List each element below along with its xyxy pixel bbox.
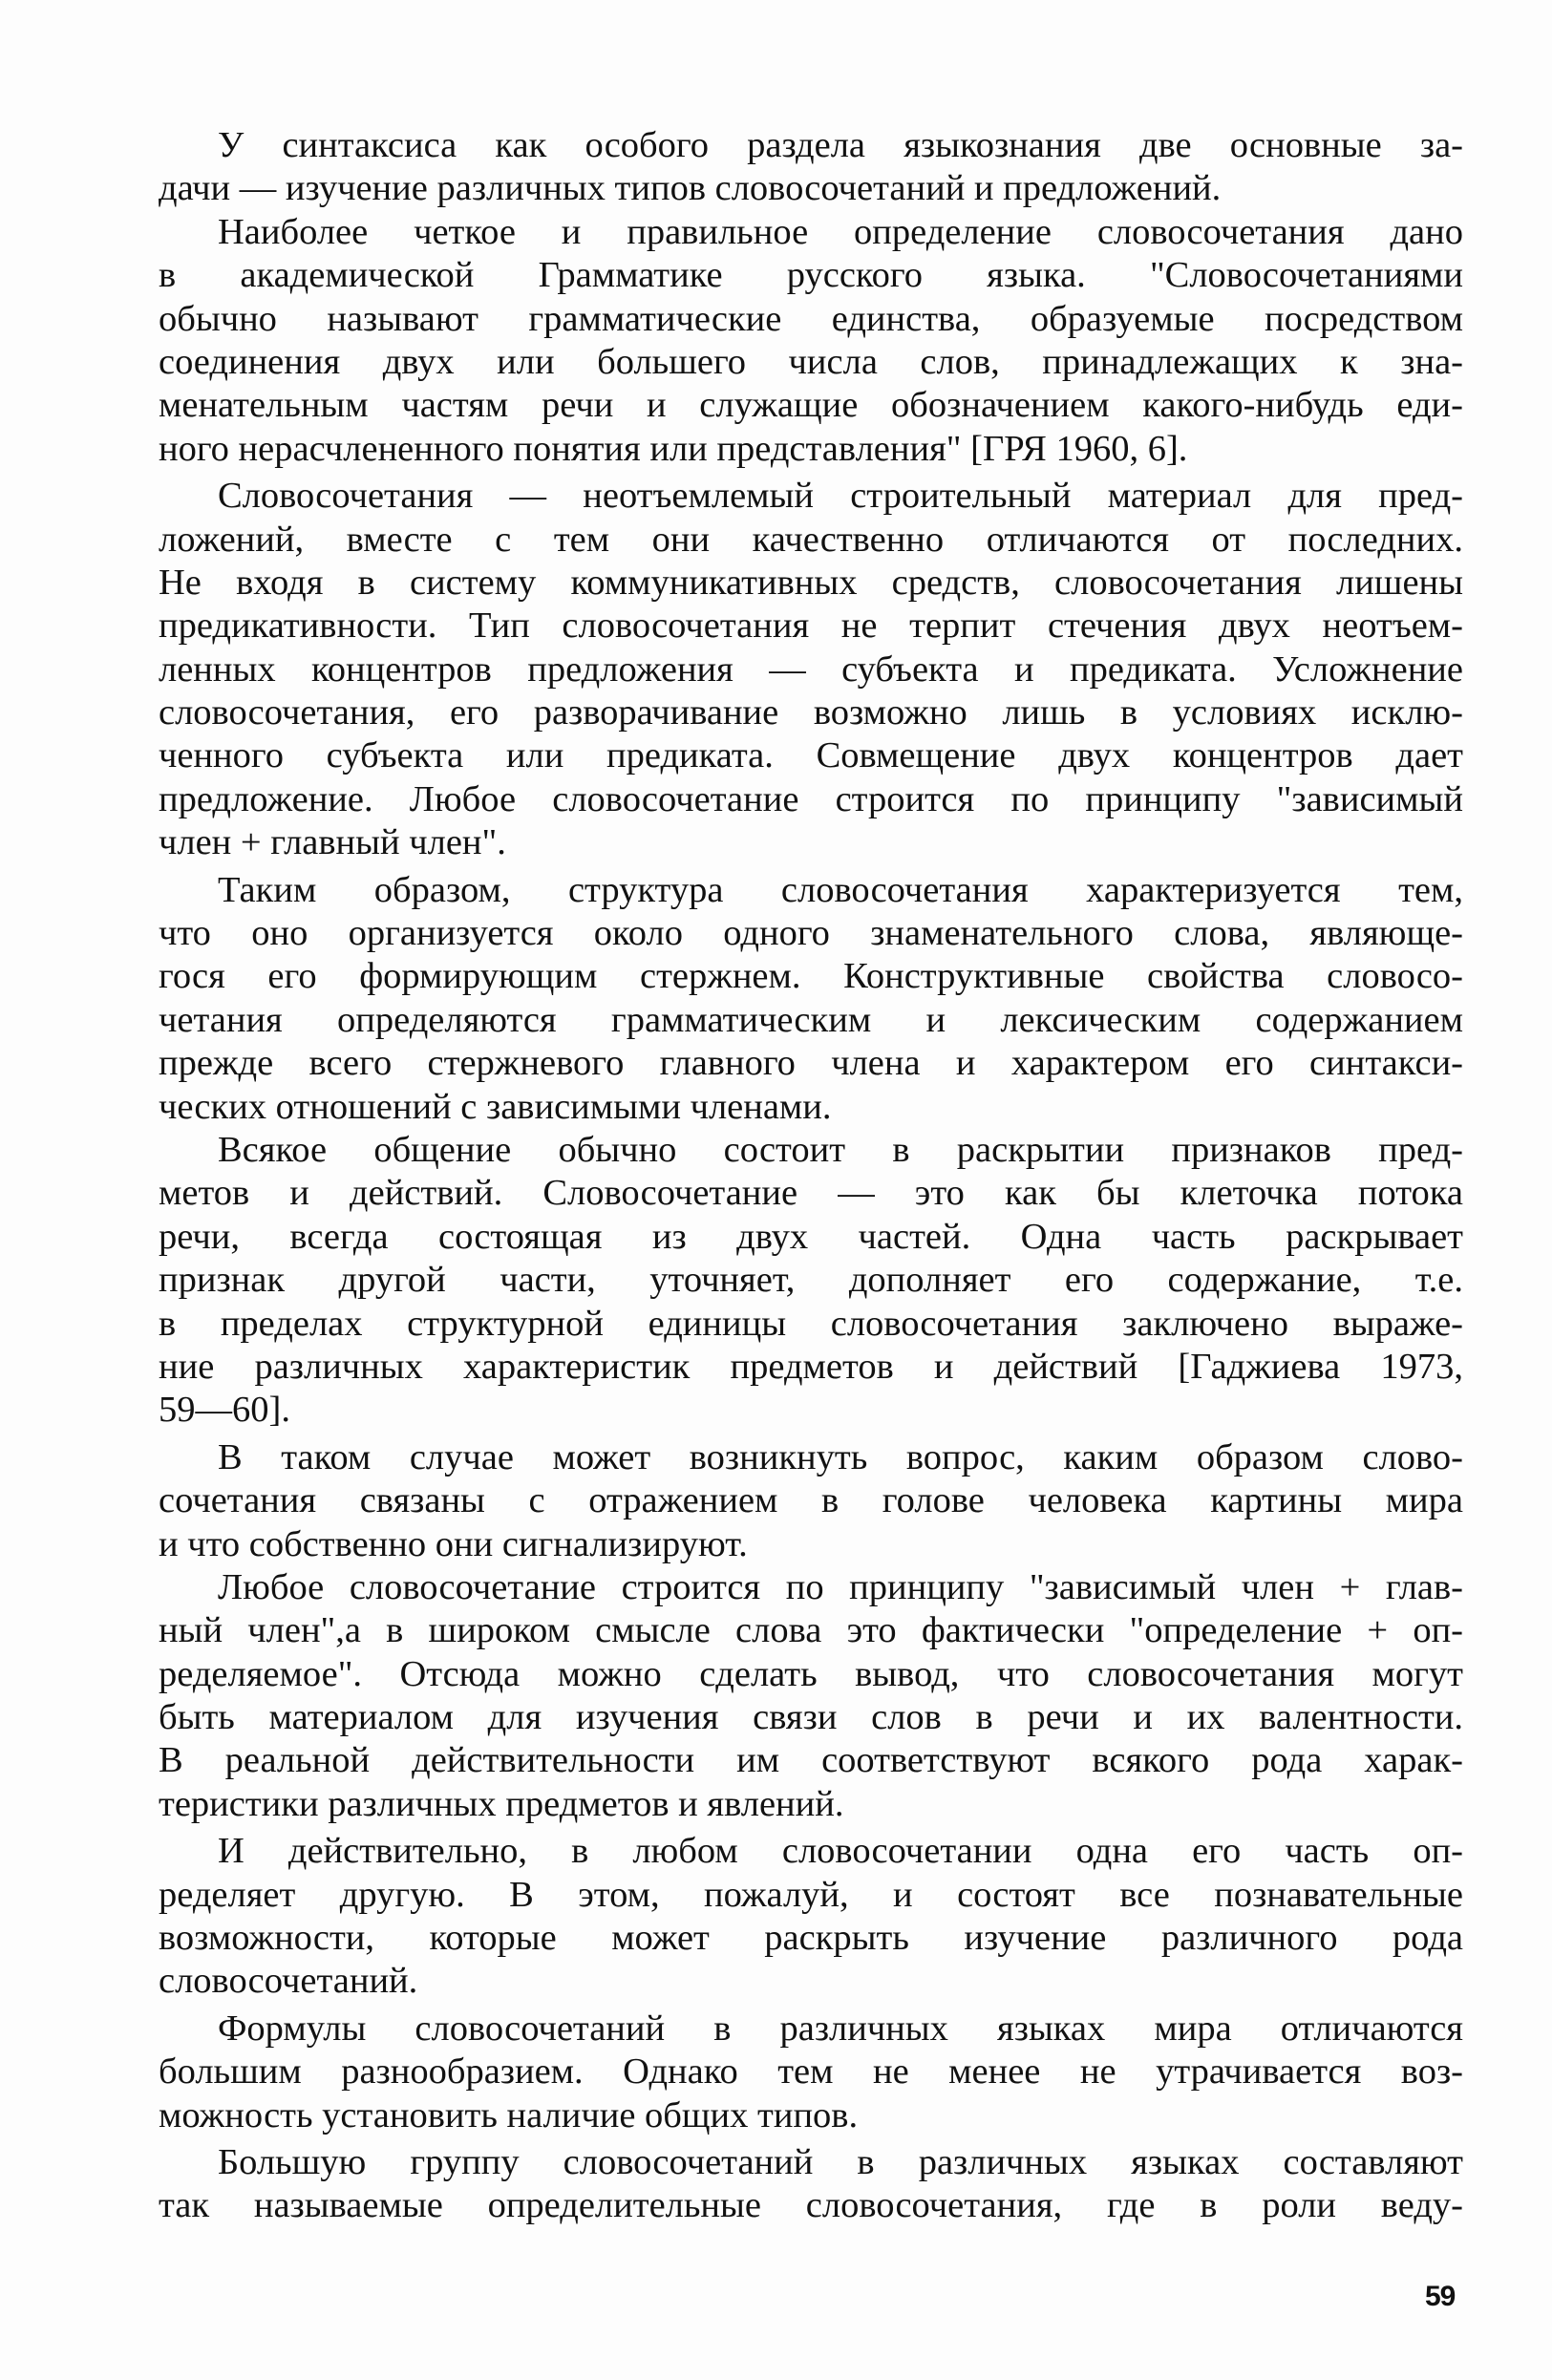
body-text bbox=[159, 124, 1463, 2228]
paragraph bbox=[159, 211, 1463, 471]
paragraph bbox=[159, 869, 1463, 1129]
text-line: Большую группу словосочетаний в различных языках составляют bbox=[218, 2141, 1463, 2182]
text-line: ный член",а в широком смысле слова это фактически "определение + оп- bbox=[159, 1610, 1463, 1651]
text-line: и что собственно они сигнализируют. bbox=[159, 1523, 748, 1564]
paragraph bbox=[159, 124, 1463, 211]
text-line: можность установить наличие общих типов. bbox=[159, 2094, 859, 2136]
text-line: быть материалом для изучения связи слов в речи и их валентности. bbox=[159, 1697, 1463, 1738]
text-line: 59—60]. bbox=[159, 1390, 290, 1431]
text-line: ческих отношений с зависимыми членами. bbox=[159, 1086, 832, 1127]
text-line: У синтаксиса как особого раздела языкознания две основные за- bbox=[218, 125, 1463, 165]
text-line: четания определяются грамматическим и лексическим содержанием bbox=[159, 999, 1463, 1040]
text-line: ние различных характеристик предметов и действий [Гаджиева 1973, bbox=[159, 1346, 1463, 1387]
text-line: сочетания связаны с отражением в голове человека картины мира bbox=[159, 1480, 1463, 1521]
paragraph bbox=[159, 1830, 1463, 2004]
paragraph bbox=[159, 1436, 1463, 1566]
text-line: член + главный член". bbox=[159, 822, 506, 863]
text-line: теристики различных предметов и явлений. bbox=[159, 1783, 844, 1824]
page-number: 59 bbox=[1425, 2281, 1456, 2312]
text-line: предложение. Любое словосочетание строится по принципу "зависимый bbox=[159, 778, 1463, 819]
text-line: ределяет другую. В этом, пожалуй, и состоят все познавательные bbox=[159, 1874, 1463, 1915]
text-line: в пределах структурной единицы словосочетания заключено выраже- bbox=[159, 1303, 1463, 1344]
text-line: Наиболее четкое и правильное определение словосочетания дано bbox=[218, 211, 1463, 252]
text-line: менательным частям речи и служащие обозначением какого-нибудь еди- bbox=[159, 385, 1463, 426]
text-line: что оно организуется около одного знаменательного слова, являюще- bbox=[159, 913, 1463, 954]
text-line: Всякое общение обычно состоит в раскрытии признаков пред- bbox=[218, 1129, 1463, 1170]
text-line: гося его формирующим стержнем. Конструктивные свойства словосо- bbox=[159, 956, 1463, 997]
text-line: Таким образом, структура словосочетания характеризуется тем, bbox=[218, 869, 1463, 910]
text-line: предикативности. Тип словосочетания не терпит стечения двух неотъем- bbox=[159, 606, 1463, 647]
paragraph bbox=[159, 2141, 1463, 2228]
paragraph bbox=[159, 475, 1463, 865]
text-line: прежде всего стержневого главного члена и характером его синтакси- bbox=[159, 1043, 1463, 1084]
text-line: Любое словосочетание строится по принципу "зависимый член + глав- bbox=[218, 1566, 1463, 1607]
text-line: ленных концентров предложения — субъекта и предиката. Усложнение bbox=[159, 648, 1463, 690]
text-line: Словосочетания — неотъемлемый строительный материал для пред- bbox=[218, 476, 1463, 517]
text-line: В реальной действительности им соответствуют всякого рода харак- bbox=[159, 1740, 1463, 1781]
text-line: речи, всегда состоящая из двух частей. Одна часть раскрывает bbox=[159, 1216, 1463, 1257]
text-line: ределяемое". Отсюда можно сделать вывод, что словосочетания могут bbox=[159, 1653, 1463, 1694]
text-line: ченного субъекта или предиката. Совмещение двух концентров дает bbox=[159, 735, 1463, 776]
paragraph bbox=[159, 1566, 1463, 1826]
text-line: И действительно, в любом словосочетании одна его часть оп- bbox=[218, 1831, 1463, 1872]
text-line: возможности, которые может раскрыть изучение различного рода bbox=[159, 1918, 1463, 1959]
text-line: словосочетаний. bbox=[159, 1961, 418, 2002]
text-line: Не входя в систему коммуникативных средств, словосочетания лишены bbox=[159, 562, 1463, 603]
text-line: соединения двух или большего числа слов, принадлежащих к зна- bbox=[159, 341, 1463, 382]
text-line: в академической Грамматике русского языка. "Словосочетаниями bbox=[159, 255, 1463, 296]
text-line: так называемые определительные словосочетания, где в роли веду- bbox=[159, 2185, 1463, 2226]
text-line: ного нерасчлененного понятия или представления" [ГРЯ 1960, 6]. bbox=[159, 428, 1188, 469]
text-line: дачи — изучение различных типов словосочетаний и предложений. bbox=[159, 168, 1222, 209]
text-line: большим разнообразием. Однако тем не менее не утрачивается воз- bbox=[159, 2051, 1463, 2093]
text-line: В таком случае может возникнуть вопрос, каким образом слово- bbox=[218, 1436, 1463, 1477]
text-line: Формулы словосочетаний в различных языках мира отличаются bbox=[218, 2008, 1463, 2049]
paragraph bbox=[159, 1129, 1463, 1433]
text-line: метов и действий. Словосочетание — это как бы клеточка потока bbox=[159, 1173, 1463, 1214]
text-line: признак другой части, уточняет, дополняет его содержание, т.е. bbox=[159, 1260, 1463, 1301]
paragraph bbox=[159, 2008, 1463, 2137]
text-line: обычно называют грамматические единства, образуемые посредством bbox=[159, 298, 1463, 339]
text-line: словосочетания, его разворачивание возможно лишь в условиях исклю- bbox=[159, 692, 1463, 733]
text-line: ложений, вместе с тем они качественно отличаются от последних. bbox=[159, 519, 1463, 560]
